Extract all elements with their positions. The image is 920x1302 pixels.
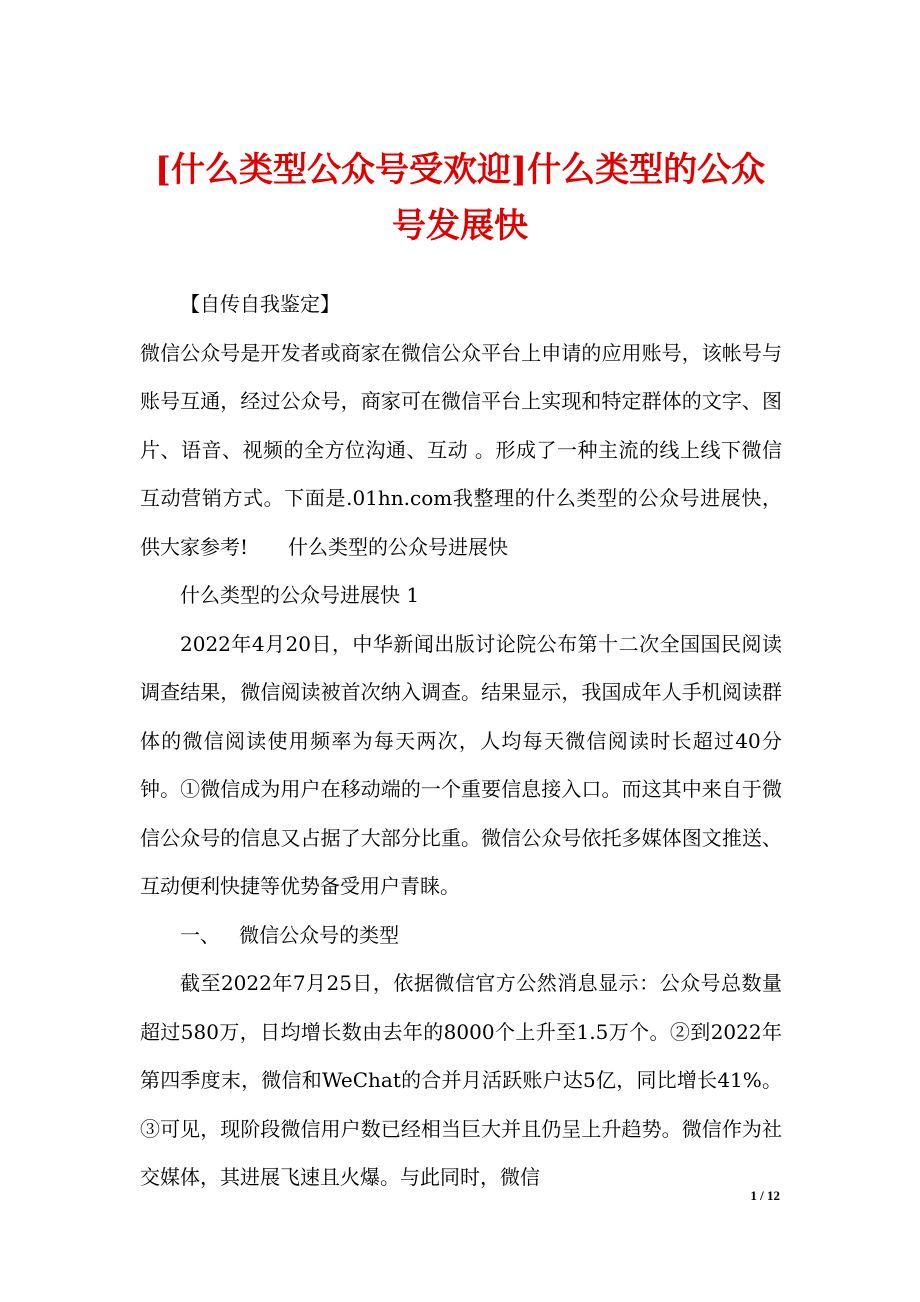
page-number: 1 / 12 (750, 1188, 780, 1203)
section-heading-1 (140, 911, 782, 960)
document-title (100, 142, 820, 254)
title-line-1: [什么类型公众号受欢迎]什么类型的公众 (154, 150, 766, 190)
paragraph-2: 截至2022年7月25日，依据微信官方公然消息显示：公众号总数量超过580万，日均增长数由去年的8000个上升至1.5万个。②到2022年第四季度末，微信和WeChat的合并月活跃账户达5亿，同比增长41%。③可见，现阶段微信用户数已经相当巨大并且仍呈上升趋势。微信作为社交媒体，其进展飞速且火爆。与此同时，微信 (140, 971, 782, 1189)
section-title: 微信公众号的类型 (239, 922, 400, 947)
title-line-2: 号发展快 (392, 206, 528, 246)
intro-paragraph: 微信公众号是开发者或商家在微信公众平台上申请的应用账号，该帐号与账号互通，经过公众号，商家可在微信平台上实现和特定群体的文字、图片、语音、视频的全方位沟通、互动 。形成了一种主流的线上线下微信互动营销方式。下面是.01hn.com我整理的什么类型的公众号进展快，供大家参考! 什么类型的公众号进展快 (140, 340, 782, 559)
subheading: 什么类型的公众号进展快 1 (180, 583, 420, 607)
document-body (140, 280, 782, 1202)
section-tag: 【自传自我鉴定】 (180, 292, 340, 316)
paragraph-1: 2022年4月20日，中华新闻出版讨论院公布第十二次全国国民阅读调查结果，微信阅读被首次纳入调查。结果显示，我国成年人手机阅读群体的微信阅读使用频率为每天两次，人均每天微信阅读时长超过40分钟。①微信成为用户在移动端的一个重要信息接入口。而这其中来自于微信公众号的信息又占据了大部分比重。微信公众号依托多媒体图文推送、互动便利快捷等优势备受用户青睐。 (140, 631, 782, 898)
section-number: 一、 (180, 922, 220, 947)
